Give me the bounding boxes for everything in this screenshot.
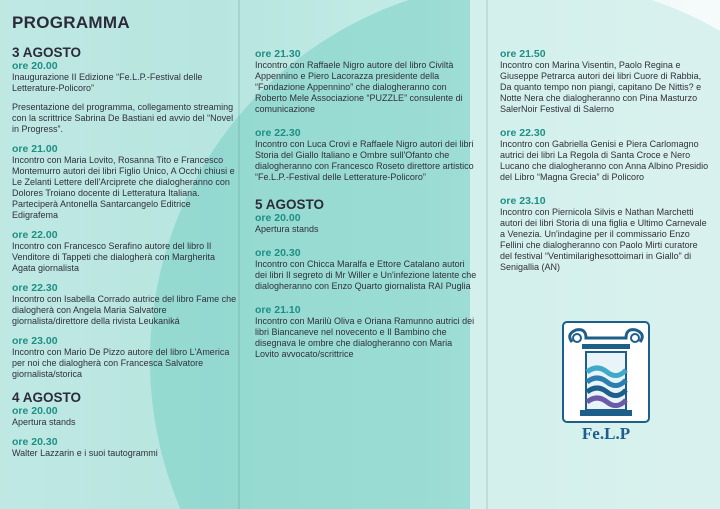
event-text: Incontro con Piernicola Silvis e Nathan Marchetti autori dei libri Storia di una figlia e Ultimo Carnevale a Venezia. Un'indagine per il commissario Enzo Fellini che dialogheranno con Paolo Mirti curatore del festival “Ventimilarighesottoimari in Giallo” di Senigallia (AN)	[500, 207, 707, 272]
event-block	[255, 304, 477, 360]
event-block	[500, 48, 710, 115]
event-time: ore 20.00	[12, 405, 58, 417]
event-block	[12, 229, 237, 274]
event-block	[500, 195, 710, 273]
event-text: Incontro con Isabella Corrado autrice del libro Fame che dialogherà con Angela Maria Salvatore giornalista/direttore della rivista Leukaniká	[12, 294, 237, 326]
column-capital-icon	[560, 320, 652, 424]
event-text: Incontro con Marilù Oliva e Oriana Ramunno autrici dei libri Biancaneve nel novecento e Il Bambino che disegnava le ombre che dialogheranno con Maria Lovito avvocato/scrittrice	[255, 316, 475, 359]
event-text: Walter Lazzarin e i suoi tautogrammi	[12, 448, 158, 458]
event-time: ore 21.30	[255, 48, 301, 60]
event-time: ore 21.50	[500, 48, 546, 60]
event-block	[12, 335, 237, 380]
event-time: ore 20.30	[12, 436, 58, 448]
event-text: Apertura stands	[12, 417, 76, 427]
event-time: ore 23.10	[500, 195, 546, 207]
event-block	[12, 282, 237, 327]
event-block	[12, 143, 237, 221]
event-text: Inaugurazione II Edizione “Fe.L.P.-Festival delle Letterature-Policoro”	[12, 72, 203, 93]
felp-logo	[560, 320, 652, 452]
fold-line-right	[486, 0, 488, 509]
event-text: Incontro con Luca Crovi e Raffaele Nigro autori dei libri Storia del Giallo Italiano e Ombre sull'Ofanto che dialogheranno con Francesco Roseto direttore artistico “Fe.L.P.-Festival delle Letterature-Policoro”	[255, 139, 474, 182]
day-heading-3-agosto: 3 AGOSTO	[12, 45, 82, 60]
event-text: Apertura stands	[255, 224, 319, 234]
program-column-2	[255, 48, 477, 360]
event-text: Incontro con Gabriella Genisi e Piera Carlomagno autrici dei libri La Regola di Santa Croce e Nero Lucano che dialogheranno con Anna Albino Presidio del Libro “Magna Grecia” di Policoro	[500, 139, 709, 182]
program-column-1	[12, 0, 237, 459]
event-time: ore 20.30	[255, 247, 301, 259]
program-column-3	[500, 48, 710, 273]
page-title: PROGRAMMA	[12, 13, 130, 32]
event-block	[255, 247, 477, 292]
event-text: Incontro con Marina Visentin, Paolo Regina e Giuseppe Petrarca autori dei libri Cuore di Rabbia, Da quanto tempo non piangi, capitano De Nittis? e Notte Nera che dialogheranno con Pina Masturzo SalerNoir Festival di Salerno	[500, 60, 702, 114]
event-text: Incontro con Raffaele Nigro autore del libro Civiltà Appennino e Piero Lacorazza presidente della “Fondazione Appennino” che dialogheranno con Roberto Mele Associazione “PUZZLE” consulente di comunicazione	[255, 60, 463, 114]
event-text: Incontro con Chicca Maralfa e Ettore Catalano autori dei libri Il segreto di Mr Willer e Un'infezione latente che dialogheranno con Enzo Quarto giornalista RAI Puglia	[255, 259, 477, 291]
event-time: ore 20.00	[255, 212, 301, 224]
event-time: ore 22.30	[500, 127, 546, 139]
event-time: ore 23.00	[12, 335, 58, 347]
event-block	[255, 48, 477, 115]
logo-text: Fe.L.P	[581, 424, 631, 443]
event-block	[12, 436, 237, 459]
event-time: ore 21.10	[255, 304, 301, 316]
event-time: ore 22.30	[255, 127, 301, 139]
event-text: Incontro con Francesco Serafino autore del libro Il Venditore di Tappeti che dialogherà con Margherita Agata giornalista	[12, 241, 215, 273]
event-text: Incontro con Maria Lovito, Rosanna Tito e Francesco Montemurro autori dei libri Figlio Unico, A Occhi chiusi e Le Zelanti Lettere dell'Arciprete che dialogheranno con Dolores Troiano docente di Letteratura Italiana. Parteciperà Antonella Santarcangelo Editrice Edigrafema	[12, 155, 235, 220]
event-time: ore 22.30	[12, 282, 58, 294]
day-heading-5-agosto: 5 AGOSTO	[255, 197, 325, 212]
day-heading-4-agosto: 4 AGOSTO	[12, 390, 82, 405]
event-time: ore 20.00	[12, 60, 58, 72]
event-time: ore 21.00	[12, 143, 58, 155]
event-block	[255, 127, 477, 183]
event-time: ore 22.00	[12, 229, 58, 241]
event-text: Presentazione del programma, collegamento streaming con la scrittrice Sabrina De Bastiani ed avvio del “Novel in Progress”.	[12, 102, 234, 134]
fold-line-left	[238, 0, 240, 509]
event-text: Incontro con Mario De Pizzo autore del libro L'America per noi che dialogherà con Francesca Salvatore giornalista/storica	[12, 347, 230, 379]
event-block	[500, 127, 710, 183]
